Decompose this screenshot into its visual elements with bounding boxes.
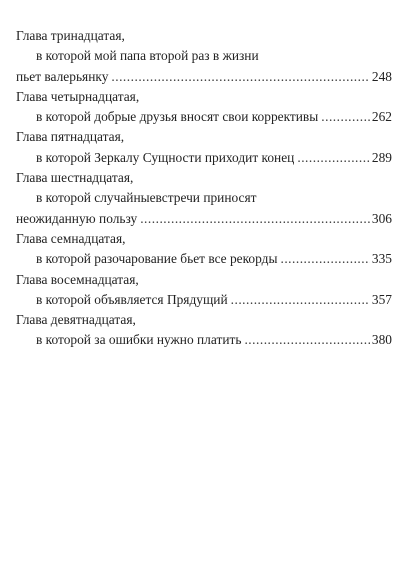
toc-entry	[16, 168, 392, 229]
chapter-subtitle-final-line	[16, 330, 392, 350]
chapter-subtitle-final-line	[16, 249, 392, 269]
chapter-subtitle-final-line	[16, 148, 392, 168]
chapter-subtitle-text: в которой добрые друзья вносят свои коррективы	[36, 109, 319, 125]
page-number: 357	[371, 291, 392, 307]
toc-entry	[16, 87, 392, 128]
chapter-subtitle-text: в которой Зеркалу Сущности приходит конец	[36, 149, 295, 165]
dot-leader	[140, 209, 370, 229]
chapter-subtitle-text: в которой за ошибки нужно платить	[36, 332, 242, 348]
page-number: 306	[371, 210, 392, 226]
page-number: 262	[371, 109, 392, 125]
chapter-subtitle-line: в которой мой папа второй раз в жизни	[36, 48, 259, 64]
page-number: 248	[371, 68, 392, 84]
chapter-heading: Глава девятнадцатая,	[16, 312, 136, 328]
chapter-subtitle-text: в которой разочарование бьет все рекорды	[36, 251, 278, 267]
chapter-subtitle-final-line	[16, 290, 392, 310]
toc-entry	[16, 127, 392, 168]
chapter-subtitle-final-line	[16, 107, 392, 127]
chapter-heading: Глава четырнадцатая,	[16, 88, 140, 104]
dot-leader	[231, 290, 370, 310]
chapter-subtitle-line: в которой случайныевстречи приносят	[36, 190, 257, 206]
toc-entry	[16, 229, 392, 270]
toc-entry	[16, 270, 392, 311]
toc-entry	[16, 310, 392, 351]
chapter-heading: Глава шестнадцатая,	[16, 170, 134, 186]
toc-entry	[16, 26, 392, 87]
page-number: 380	[371, 332, 392, 348]
dot-leader	[244, 330, 369, 350]
chapter-heading: Глава пятнадцатая,	[16, 129, 125, 145]
chapter-heading: Глава семнадцатая,	[16, 230, 126, 246]
chapter-subtitle-text: в которой объявляется Прядущий	[36, 291, 228, 307]
chapter-subtitle-text: пьет валерьянку	[16, 68, 109, 84]
dot-leader	[297, 148, 370, 168]
chapter-heading: Глава тринадцатая,	[16, 28, 125, 43]
chapter-subtitle-text: неожиданную пользу	[16, 210, 138, 226]
chapter-subtitle-final-line	[16, 67, 392, 87]
page-number: 289	[371, 149, 392, 165]
dot-leader	[321, 107, 370, 127]
dot-leader	[280, 249, 369, 269]
chapter-subtitle-final-line	[16, 209, 392, 229]
table-of-contents	[16, 26, 392, 351]
dot-leader	[111, 67, 370, 87]
page-number: 335	[371, 251, 392, 267]
chapter-heading: Глава восемнадцатая,	[16, 271, 139, 287]
